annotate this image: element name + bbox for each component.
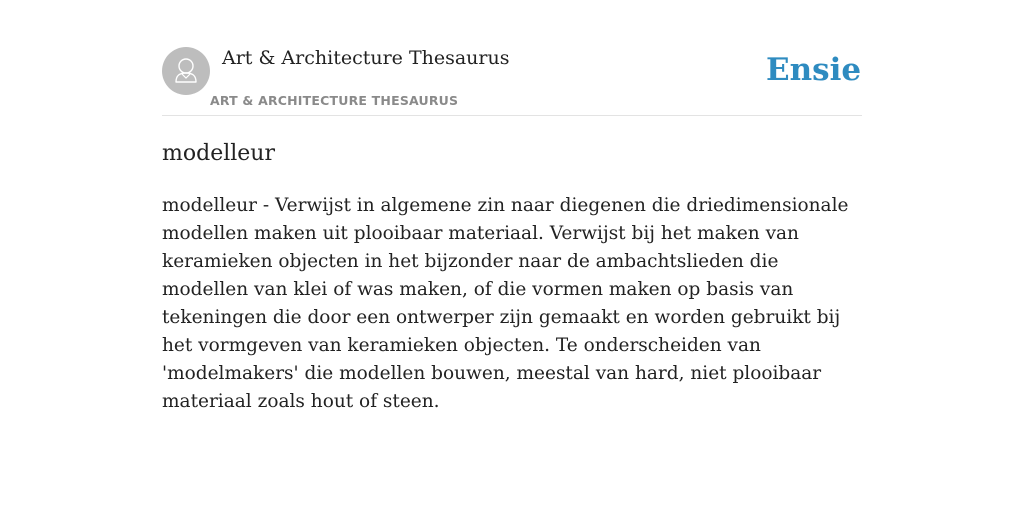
definition-text: modelleur - Verwijst in algemene zin naar diegenen die driedimensionale modellen maken uit plooibaar materiaal. Verwijst bij het maken van keramieken objecten in het bijzonder naar de ambachtslieden die modellen van klei of was maken, of die vormen maken op basis van tekeningen die door een ontwerper zijn gemaakt en worden gebruikt bij het vormgeven van keramieken objecten. Te onderscheiden van 'modelmakers' die modellen bouwen, meestal van hard, niet plooibaar materiaal zoals hout of steen. (162, 195, 849, 412)
divider (162, 115, 862, 116)
page-title: modelleur (162, 141, 275, 166)
author-name-link[interactable]: Art & Architecture Thesaurus (222, 47, 510, 69)
avatar[interactable] (162, 47, 210, 95)
user-icon (162, 47, 210, 95)
ensie-logo[interactable]: Ensie (766, 52, 862, 88)
source-label[interactable]: ART & ARCHITECTURE THESAURUS (210, 93, 459, 108)
